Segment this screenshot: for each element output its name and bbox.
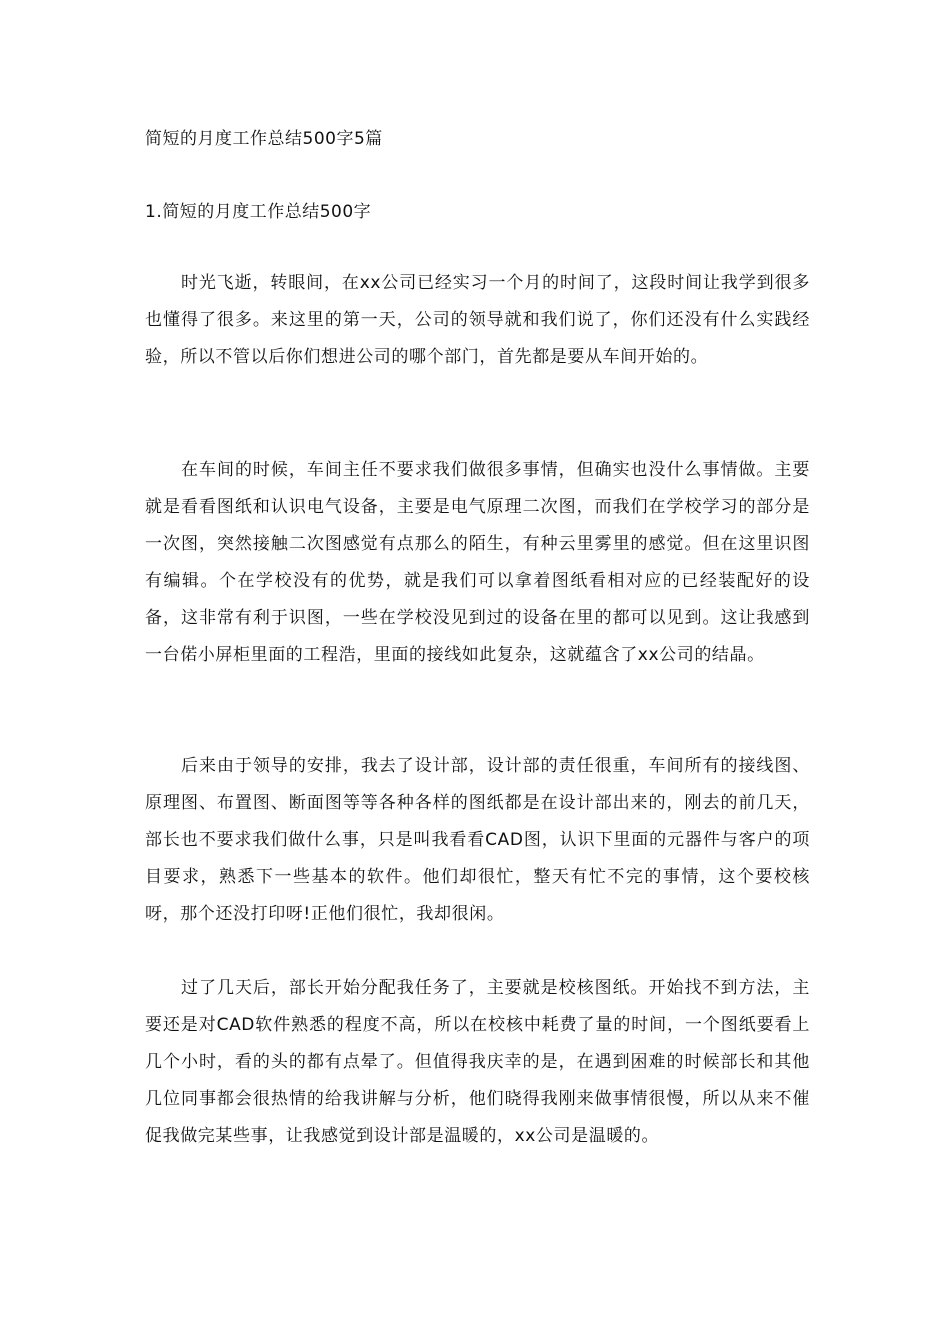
section-heading: 1.简短的月度工作总结500字 <box>145 202 372 222</box>
document-title: 简短的月度工作总结500字5篇 <box>145 129 383 149</box>
paragraph-3: 后来由于领导的安排，我去了设计部，设计部的责任很重，车间所有的接线图、原理图、布置图、断面图等等各种各样的图纸都是在设计部出来的，刚去的前几天，部长也不要求我们做什么事，只是叫我看看CAD图，认识下里面的元器件与客户的项目要求，熟悉下一些基本的软件。他们却很忙，整天有忙不完的事情，这个要校核呀，那个还没打印呀!正他们很忙，我却很闲。 <box>145 756 810 924</box>
paragraph-2: 在车间的时候，车间主任不要求我们做很多事情，但确实也没什么事情做。主要就是看看图纸和认识电气设备，主要是电气原理二次图，而我们在学校学习的部分是一次图，突然接触二次图感觉有点那么的陌生，有种云里雾里的感觉。但在这里识图有编辑。个在学校没有的优势，就是我们可以拿着图纸看相对应的已经装配好的设备，这非常有利于识图，一些在学校没见到过的设备在里的都可以见到。这让我感到一台偌小屏柜里面的工程浩，里面的接线如此复杂，这就蕴含了xx公司的结晶。 <box>145 460 810 665</box>
paragraph-4: 过了几天后，部长开始分配我任务了，主要就是校核图纸。开始找不到方法，主要还是对CAD软件熟悉的程度不高，所以在校核中耗费了量的时间，一个图纸要看上几个小时，看的头的都有点晕了。但值得我庆幸的是，在遇到困难的时候部长和其他几位同事都会很热情的给我讲解与分析，他们晓得我刚来做事情很慢，所以从来不催促我做完某些事，让我感觉到设计部是温暖的，xx公司是温暖的。 <box>145 978 810 1146</box>
paragraph-1: 时光飞逝，转眼间，在xx公司已经实习一个月的时间了，这段时间让我学到很多也懂得了很多。来这里的第一天，公司的领导就和我们说了，你们还没有什么实践经验，所以不管以后你们想进公司的哪个部门，首先都是要从车间开始的。 <box>145 273 810 367</box>
